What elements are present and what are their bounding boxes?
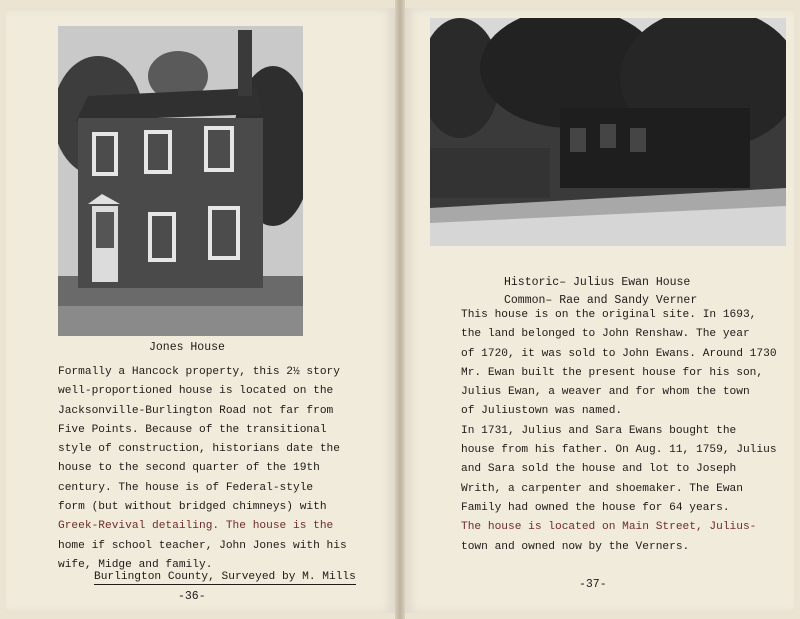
text-line: Five Points. Because of the transitional <box>58 423 327 436</box>
right-body-text <box>461 306 777 557</box>
text-line: house to the second quarter of the 19th <box>58 462 320 475</box>
text-line: In 1731, Julius and Sara Ewans bought the <box>461 424 737 437</box>
text-line: form (but without bridged chimneys) with <box>58 501 327 514</box>
text-line: wife, Midge and family. <box>58 558 213 571</box>
house-title-common: Common– Rae and Sandy Verner <box>504 294 698 307</box>
text-line: of 1720, it was sold to John Ewans. Around 1730 <box>461 347 777 360</box>
survey-credit: Burlington County, Surveyed by M. Mills <box>94 571 356 583</box>
ewan-house-image <box>430 18 786 246</box>
text-line: Formally a Hancock property, this 2½ story <box>58 366 340 378</box>
text-line: Greek-Revival detailing. The house is the <box>58 520 334 533</box>
book-gutter <box>395 0 405 619</box>
left-body-text <box>58 363 347 575</box>
jones-house-photo <box>58 26 303 336</box>
text-line: Family had owned the house for 64 years. <box>461 501 730 514</box>
house-title-historic: Historic– Julius Ewan House <box>504 276 691 289</box>
text-line: century. The house is of Federal-style <box>58 481 314 494</box>
jones-house-image <box>58 26 303 336</box>
text-line: town and owned now by the Verners. <box>461 540 690 553</box>
text-line: Jacksonville-Burlington Road not far from <box>58 404 334 417</box>
text-line: house from his father. On Aug. 11, 1759, Julius <box>461 444 777 457</box>
text-line: Mr. Ewan built the present house for his son, <box>461 366 764 379</box>
right-page <box>405 8 794 613</box>
left-page <box>6 8 395 613</box>
text-line: home if school teacher, John Jones with his <box>58 539 347 552</box>
photo-caption: Jones House <box>149 341 225 354</box>
text-line: style of construction, historians date the <box>58 443 340 456</box>
text-line: of Juliustown was named. <box>461 405 623 418</box>
text-line: Julius Ewan, a weaver and for whom the town <box>461 386 750 399</box>
text-line: This house is on the original site. In 1693, <box>461 309 757 321</box>
text-line: Writh, a carpenter and shoemaker. The Ewan <box>461 482 743 495</box>
text-line: well-proportioned house is located on the <box>58 385 334 398</box>
ewan-house-photo <box>430 18 786 246</box>
text-line: The house is located on Main Street, Julius- <box>461 521 757 534</box>
text-line: and Sara sold the house and lot to Joseph <box>461 463 737 476</box>
page-number-right: -37- <box>579 578 607 591</box>
page-number-left: -36- <box>178 590 206 603</box>
text-line: the land belonged to John Renshaw. The year <box>461 328 750 341</box>
